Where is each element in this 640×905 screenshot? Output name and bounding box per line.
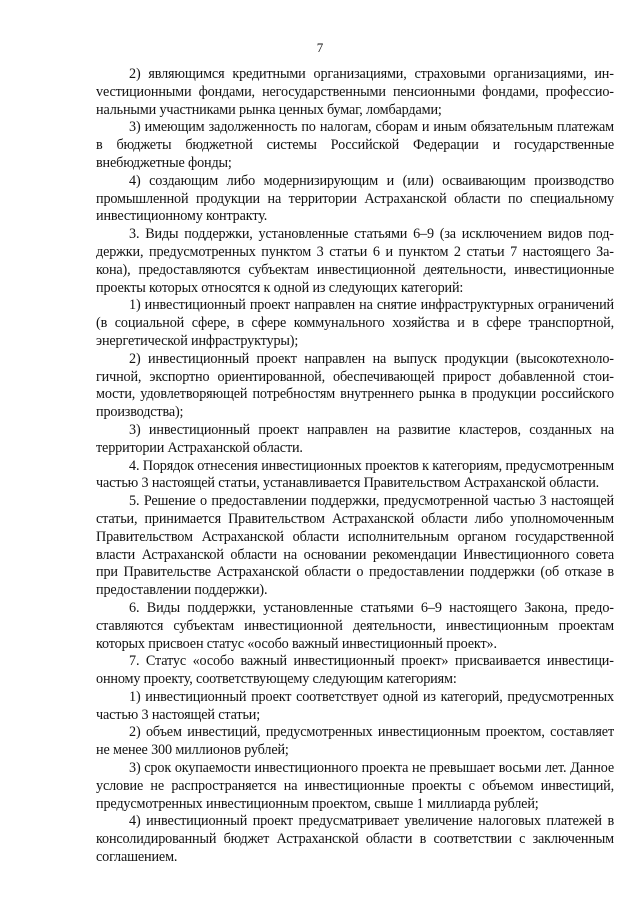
paragraph: 3. Виды поддержки, установленные статьями 6–9 (за исключением видов поддержки, предусмотренных пунктом 3 статьи 6 и пунктом 2 статьи 7 настоящего Закона), предоставляются субъектам инвестиционной деятельности, инвестиционные проекты которых относятся к одной из следующих категорий:	[96, 226, 614, 296]
paragraph: 1) инвестиционный проект соответствует одной из категорий, предусмотренных частью 3 настоящей статьи;	[96, 688, 614, 723]
paragraph: 2) инвестиционный проект направлен на выпуск продукции (высокотехнологичной, экспортно ориентированной, обеспечивающей прирост добавленной стоимости, удовлетворяющей потребностям внутреннего рынка в продукции российского производства);	[96, 350, 614, 421]
paragraph: 2) являющимся кредитными организациями, страховыми организациями, инvестиционными фондами, негосударственными пенсионными фондами, профессиональными участниками рынка ценных бумаг, ломбардами;	[96, 66, 614, 118]
paragraph: 4) инвестиционный проект предусматривает увеличение налоговых платежей в консолидированный бюджет Астраханской области в соответствии с заключенным соглашением.	[96, 813, 614, 866]
paragraph: 2) объем инвестиций, предусмотренных инвестиционным проектом, составляет не менее 300 миллионов рублей;	[96, 724, 614, 759]
paragraph: 6. Виды поддержки, установленные статьями 6–9 настоящего Закона, предоставляются субъектам инвестиционной деятельности, инвестиционным проектам которых присвоен статус «особо важный инвестиционный проект».	[96, 599, 614, 652]
page-number: 7	[316, 40, 324, 55]
paragraph: 5. Решение о предоставлении поддержки, предусмотренной частью 3 настоящей статьи, принимается Правительством Астраханской области либо уполномоченным Правительством Астраханской области исполнительным органом государственной власти Астраханской области на основании рекомендации Инвестиционного совета при Правительстве Астраханской области о предоставлении поддержки (об отказе в предоставлении поддержки).	[96, 493, 614, 599]
paragraph: 3) срок окупаемости инвестиционного проекта не превышает восьми лет. Данное условие не распространяется на инвестиционные проекты с объемом инвестиций, предусмотренных инвестиционным проектом, свыше 1 миллиарда рублей;	[96, 760, 614, 812]
paragraph: 4) создающим либо модернизирующим и (или) осваивающим производство промышленной продукции на территории Астраханской области по специальному инвестиционному контракту.	[96, 172, 614, 225]
paragraph: 1) инвестиционный проект направлен на снятие инфраструктурных ограничений (в социальной сфере, в сфере коммунального хозяйства и в сфере транспортной, энергетической инфраструктуры);	[96, 297, 614, 349]
paragraph: 3) инвестиционный проект направлен на развитие кластеров, созданных на территории Астраханской области.	[96, 421, 614, 456]
paragraph: 3) имеющим задолженность по налогам, сборам и иным обязательным платежам в бюджеты бюджетной системы Российской Федерации и государственные внебюджетные фонды;	[96, 119, 614, 171]
paragraph: 4. Порядок отнесения инвестиционных проектов к категориям, предусмотренным частью 3 настоящей статьи, устанавливается Правительством Астраханской области.	[96, 457, 614, 492]
body-text	[96, 66, 614, 867]
paragraph: 7. Статус «особо важный инвестиционный проект» присваивается инвестиционному проекту, соответствующему следующим категориям:	[96, 653, 614, 688]
